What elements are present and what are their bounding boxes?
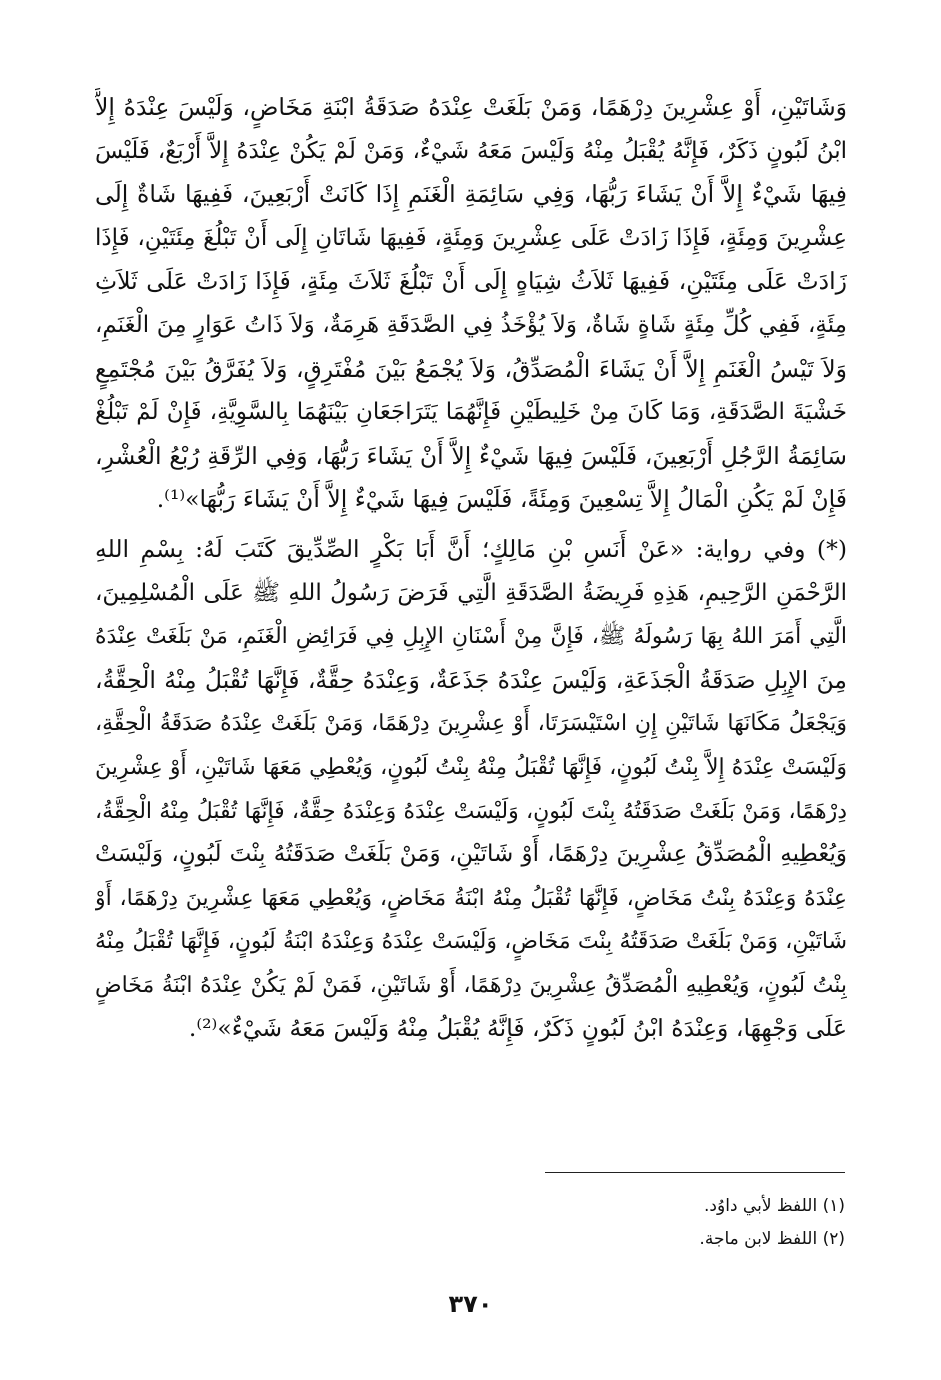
- text-line: فِيهَا شَيْءٌ إِلاَّ أَنْ يَشَاءَ رَبُّهَا، وَفِي سَائِمَةِ الْغَنَمِ إِذَا كَانَتْ أَرْبَعِينَ، فَفِيهَا شَاةٌ إِلَى: [95, 180, 847, 209]
- text-line: سَائِمَةُ الرَّجُلِ أَرْبَعِينَ، فَلَيْسَ فِيهَا شَيْءٌ إِلاَّ أَنْ يَشَاءَ رَبُّهَا، وَفِي الرِّقَةِ رُبْعُ الْعُشْرِ،: [95, 441, 847, 470]
- text-line: وَيَجْعَلُ مَكَانَهَا شَاتَيْنِ إِنِ اسْتَيْسَرَتَا، أَوْ عِشْرِينَ دِرْهَمًا، وَمَنْ بَلَغَتْ عِنْدَهُ صَدَقَةُ الْحِقَّةِ،: [95, 711, 847, 737]
- text-line: الَّتِي أَمَرَ اللهُ بِهَا رَسُولَهُ ﷺ، فَإِنَّ مِنْ أَسْنَانِ الإِبِلِ فِي فَرَائِضِ الْغَنَمِ، مَنْ بَلَغَتْ عِنْدَهُ: [95, 624, 847, 650]
- text-line: مِنَ الإِبِلِ صَدَقَةُ الْجَذَعَةِ، وَلَيْسَ عِنْدَهُ جَذَعَةٌ، وَعِنْدَهُ حِقَّةٌ، فَإِنَّهَا تُقْبَلُ مِنْهُ الْحِقَّةُ،: [95, 665, 847, 694]
- paragraph-zakat-camels-sheep: [95, 86, 847, 522]
- text-line: دِرْهَمًا، وَمَنْ بَلَغَتْ صَدَقَتُهُ بِنْتَ لَبُونٍ، وَلَيْسَتْ عِنْدَهُ وَعِنْدَهُ حِقَّةٌ، فَإِنَّهَا تُقْبَلُ مِنْهُ الْحِقَّةُ،: [95, 798, 847, 824]
- page-number: ٣٧٠: [448, 1290, 493, 1318]
- text-line: عَلَى وَجْهِهَا، وَعِنْدَهُ ابْنُ لَبُونٍ ذَكَرٌ، فَإِنَّهُ يُقْبَلُ مِنْهُ وَلَيْسَ مَعَهُ شَيْءٌ»⁽²⁾.: [188, 1014, 847, 1043]
- text-line: وَيُعْطِيهِ الْمُصَدِّقُ عِشْرِينَ دِرْهَمًا، أَوْ شَاتَيْنِ، وَمَنْ بَلَغَتْ صَدَقَتُهُ بِنْتَ لَبُونٍ، وَلَيْسَتْ: [95, 841, 847, 868]
- text-line: بِنْتُ لَبُونٍ، وَيُعْطِيهِ الْمُصَدِّقُ عِشْرِينَ دِرْهَمًا، أَوْ شَاتَيْنِ، فَمَنْ لَمْ يَكُنْ عِنْدَهُ ابْنَةُ مَخَاضٍ: [95, 972, 847, 998]
- text-line: الرَّحْمَنِ الرَّحِيمِ، هَذِهِ فَرِيضَةُ الصَّدَقَةِ الَّتِي فَرَضَ رَسُولُ اللهِ ﷺ عَلَى الْمُسْلِمِينَ،: [95, 579, 847, 606]
- footnote-separator: [545, 1172, 845, 1173]
- paragraph-riwaya: [95, 528, 847, 1051]
- text-line: وَلاَ تَيْسُ الْغَنَمِ إِلاَّ أَنْ يَشَاءَ الْمُصَدِّقُ، وَلاَ يُجْمَعُ بَيْنَ مُفْتَرِقٍ، وَلاَ يُفَرَّقُ بَيْنَ مُجْتَمِعٍ: [95, 354, 847, 383]
- footnotes: [95, 1190, 845, 1256]
- text-line: زَادَتْ عَلَى مِئَتَيْنِ، فَفِيهَا ثَلاَثُ شِيَاهٍ إِلَى أَنْ تَبْلُغَ ثَلاَثَ مِئَةٍ، فَإِذَا زَادَتْ عَلَى ثَلاَثِ: [95, 267, 847, 296]
- text-line: شَاتَيْنِ، وَمَنْ بَلَغَتْ صَدَقَتُهُ بِنْتَ مَخَاضٍ، وَلَيْسَتْ عِنْدَهُ وَعِنْدَهُ ابْنَةُ لَبُونٍ، فَإِنَّهَا تُقْبَلُ مِنْهُ: [95, 929, 847, 955]
- text-line: عِنْدَهُ وَعِنْدَهُ بِنْتُ مَخَاضٍ، فَإِنَّهَا تُقْبَلُ مِنْهُ ابْنَةُ مَخَاضٍ، وَيُعْطِي مَعَهَا عِشْرِينَ دِرْهَمًا، أَوْ: [95, 885, 847, 911]
- text-line: وَشَاتَيْنِ، أَوْ عِشْرِينَ دِرْهَمًا، وَمَنْ بَلَغَتْ عِنْدَهُ صَدَقَةُ ابْنَةِ مَخَاضٍ، وَلَيْسَ عِنْدَهُ إِلاَّ: [95, 93, 847, 121]
- text-line: عِشْرِينَ وَمِئَةٍ، فَإِذَا زَادَتْ عَلَى عِشْرِينَ وَمِئَةٍ، فَفِيهَا شَاتَانِ إِلَى أَنْ تَبْلُغَ مِئَتَيْنِ، فَإِذَا: [95, 224, 847, 251]
- text-line: مِئَةٍ، فَفِي كُلِّ مِئَةٍ شَاةٍ شَاةٌ، وَلاَ يُؤْخَذُ فِي الصَّدَقَةِ هَرِمَةٌ، وَلاَ ذَاتُ عَوَارٍ مِنَ الْغَنَمِ،: [95, 311, 847, 338]
- text-line: وَلَيْسَتْ عِنْدَهُ إِلاَّ بِنْتُ لَبُونٍ، فَإِنَّهَا تُقْبَلُ مِنْهُ بِنْتُ لَبُونٍ، وَيُعْطِي مَعَهَا شَاتَيْنِ، أَوْ عِشْرِينَ: [95, 754, 847, 780]
- text-line: (*) وفي رواية: «عَنْ أَنَسِ بْنِ مَالِكٍ؛ أَنَّ أَبَا بَكْرٍ الصِّدِّيقَ كَتَبَ لَهُ: بِسْمِ اللهِ: [95, 534, 847, 563]
- text-line: خَشْيَةَ الصَّدَقَةِ، وَمَا كَانَ مِنْ خَلِيطَيْنِ فَإِنَّهُمَا يَتَرَاجَعَانِ بَيْنَهُمَا بِالسَّوِيَّةِ، فَإِنْ لَمْ تَبْلُغْ: [95, 399, 847, 426]
- text-line: فَإِنْ لَمْ يَكُنِ الْمَالُ إِلاَّ تِسْعِينَ وَمِئَةً، فَلَيْسَ فِيهَا شَيْءٌ إِلاَّ أَنْ يَشَاءَ رَبُّهَا»⁽¹⁾.: [156, 485, 847, 514]
- main-text: [95, 86, 847, 1051]
- footnote-1: (١) اللفظ لأبي داوُد.: [704, 1196, 845, 1216]
- footnote-2: (٢) اللفظ لابن ماجة.: [699, 1229, 845, 1249]
- text-line: ابْنُ لَبُونٍ ذَكَرٌ، فَإِنَّهُ يُقْبَلُ مِنْهُ وَلَيْسَ مَعَهُ شَيْءٌ، وَمَنْ لَمْ يَكُنْ عِنْدَهُ إِلاَّ أَرْبَعٌ، فَلَيْسَ: [95, 137, 847, 164]
